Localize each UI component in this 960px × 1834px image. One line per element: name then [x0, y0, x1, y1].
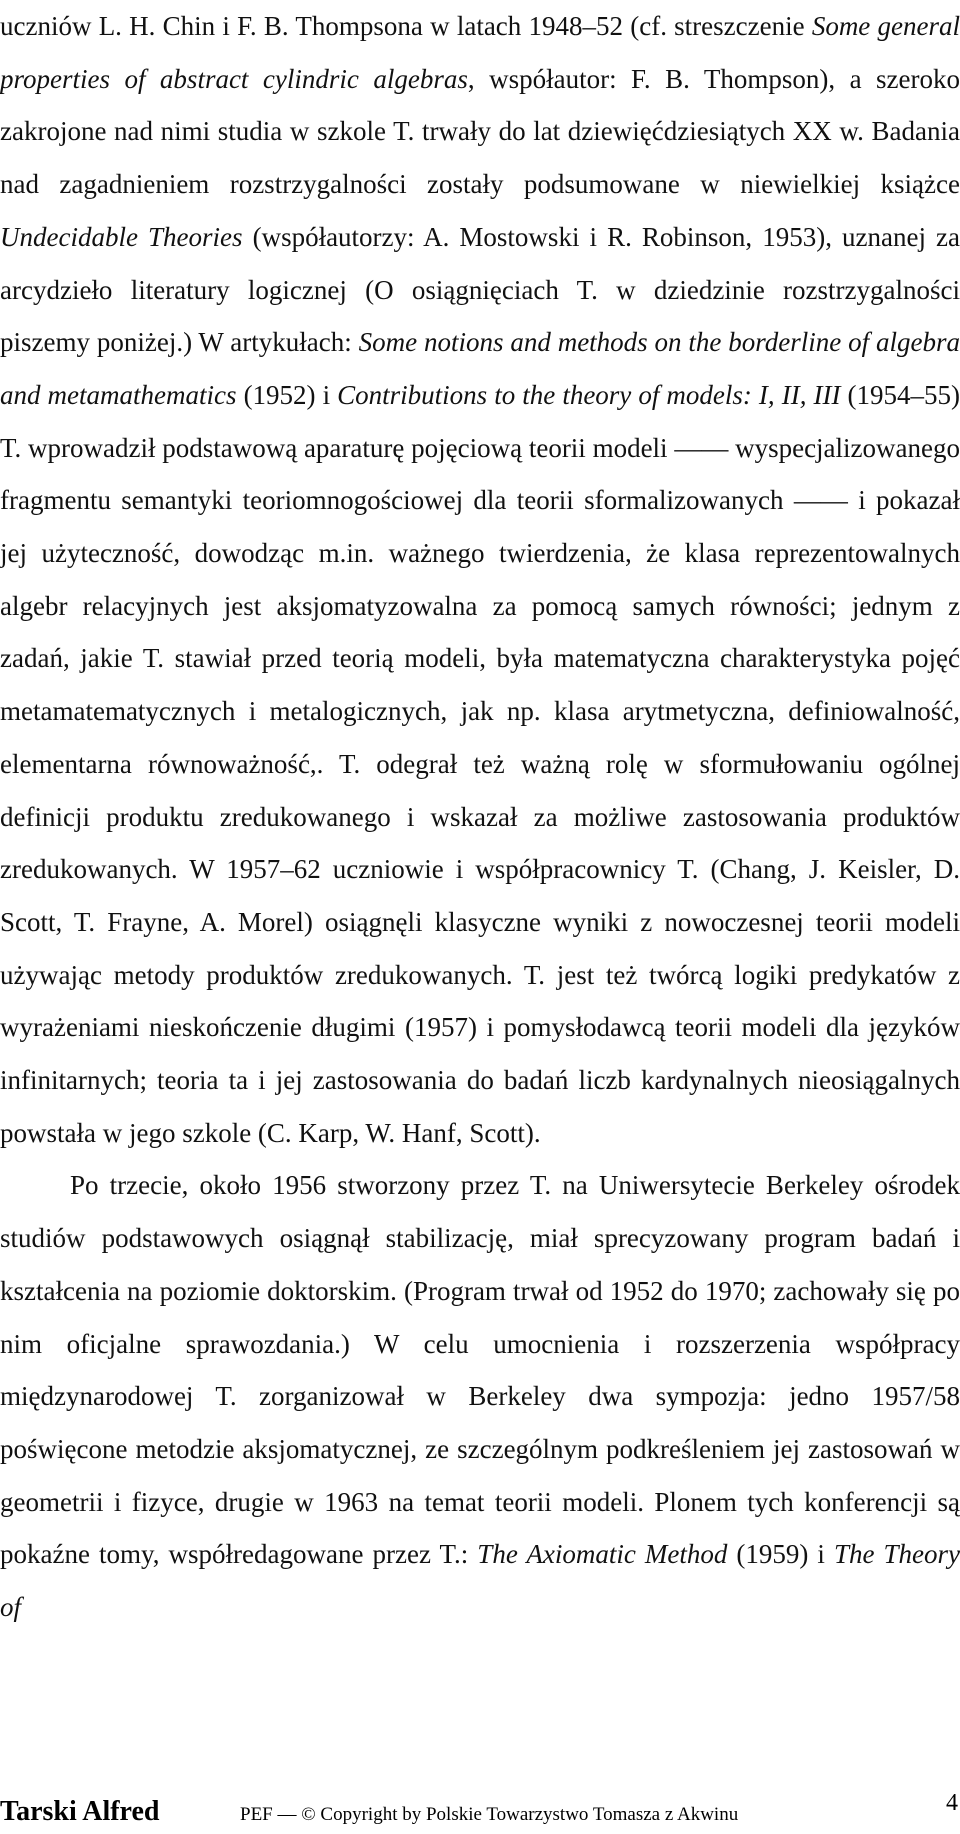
paragraph-text: (1954–55) T. wprowadził podstawową aparaturę pojęciową teorii modeli —— wyspecjalizowanego fragmentu semantyki teoriomnogościowej dla teorii sformalizowanych —— i pokazał jej użyteczność, dowodząc m.in. ważnego twierdzenia, że klasa reprezentowalnych algebr relacyjnych jest aksjomatyzowalna za pomocą samych równości; jednym z zadań, jakie T. stawiał przed teorią modeli, była matematyczna charakterystyka pojęć metamatematycznych i metalogicznych, jak np. klasa arytmetyczna, definiowalność, elementarna równoważność,. T. odegrał też ważną rolę w sformułowaniu ogólnej definicji produktu zredukowanego i wskazał za możliwe zastosowania produktów zredukowanych. W 1957–62 uczniowie i współpracownicy T. (Chang, J. Keisler, D. Scott, T. Frayne, A. Morel) osiągnęli klasyczne wyniki z nowoczesnej teorii modeli używając metody produktów zredukowanych. T. jest też twórcą logiki predykatów z wyrażeniami nieskończenie długimi (1957) i pomysłodawcą teorii modeli dla języków infinitarnych; teoria ta i jej zastosowania do badań liczb kardynalnych nieosiągalnych powstała w jego szkole (C. Karp, W. Hanf, Scott).: [0, 379, 960, 1148]
paragraph: [0, 1159, 960, 1633]
paragraph-text: uczniów L. H. Chin i F. B. Thompsona w latach 1948–52 (cf. streszczenie: [0, 11, 812, 41]
italic-title-text: The Theory of: [0, 1539, 960, 1623]
italic-title-text: The Axiomatic Method: [477, 1539, 728, 1570]
paragraph-text: (1959) i: [727, 1539, 834, 1570]
paragraph-text: (1952) i: [236, 379, 338, 410]
footer-copyright: PEF — © Copyright by Polskie Towarzystwo Tomasza z Akwinu: [240, 1804, 739, 1825]
italic-title-text: Some general properties of abstract cylindric algebras: [0, 11, 960, 94]
italic-title-text: Some notions and methods on the borderline of algebra and metamathematics: [0, 327, 960, 410]
paragraph-text: Po trzecie, około 1956 stworzony przez T. na Uniwersytecie Berkeley ośrodek studiów podstawowych osiągnął stabilizację, miał sprecyzowany program badań i kształcenia na poziomie doktorskim. (Program trwał od 1952 do 1970; zachowały się po nim oficjalne sprawozdania.) W celu umocnienia i rozszerzenia współpracy międzynarodowej T. zorganizował w Berkeley dwa sympozja: jedno 1957/58 poświęcone metodzie aksjomatycznej, ze szczególnym podkreśleniem jej zastosowań w geometrii i fizyce, drugie w 1963 na temat teorii modeli. Plonem tych konferencji są pokaźne tomy, współredagowane przez T.:: [0, 1170, 960, 1570]
paragraph-text: , współautor: F. B. Thompson), a szeroko zakrojone nad nimi studia w szkole T. trwały do lat dziewięćdziesiątych XX w. Badania nad zagadnieniem rozstrzygalności zostały podsumowane w niewielkiej książce: [0, 63, 960, 200]
page-footer: [0, 1790, 960, 1834]
paragraph-text: (współautorzy: A. Mostowski i R. Robinson, 1953), uznanej za arcydzieło literatury logicznej (O osiągnięciach T. w dziedzinie rozstrzygalności piszemy poniżej.) W artykułach:: [0, 221, 960, 358]
page-number: 4: [946, 1790, 958, 1816]
italic-title-text: Contributions to the theory of models: I, II, III: [337, 379, 841, 410]
footer-title: Tarski Alfred: [0, 1796, 160, 1827]
italic-title-text: Undecidable Theories: [0, 221, 243, 252]
